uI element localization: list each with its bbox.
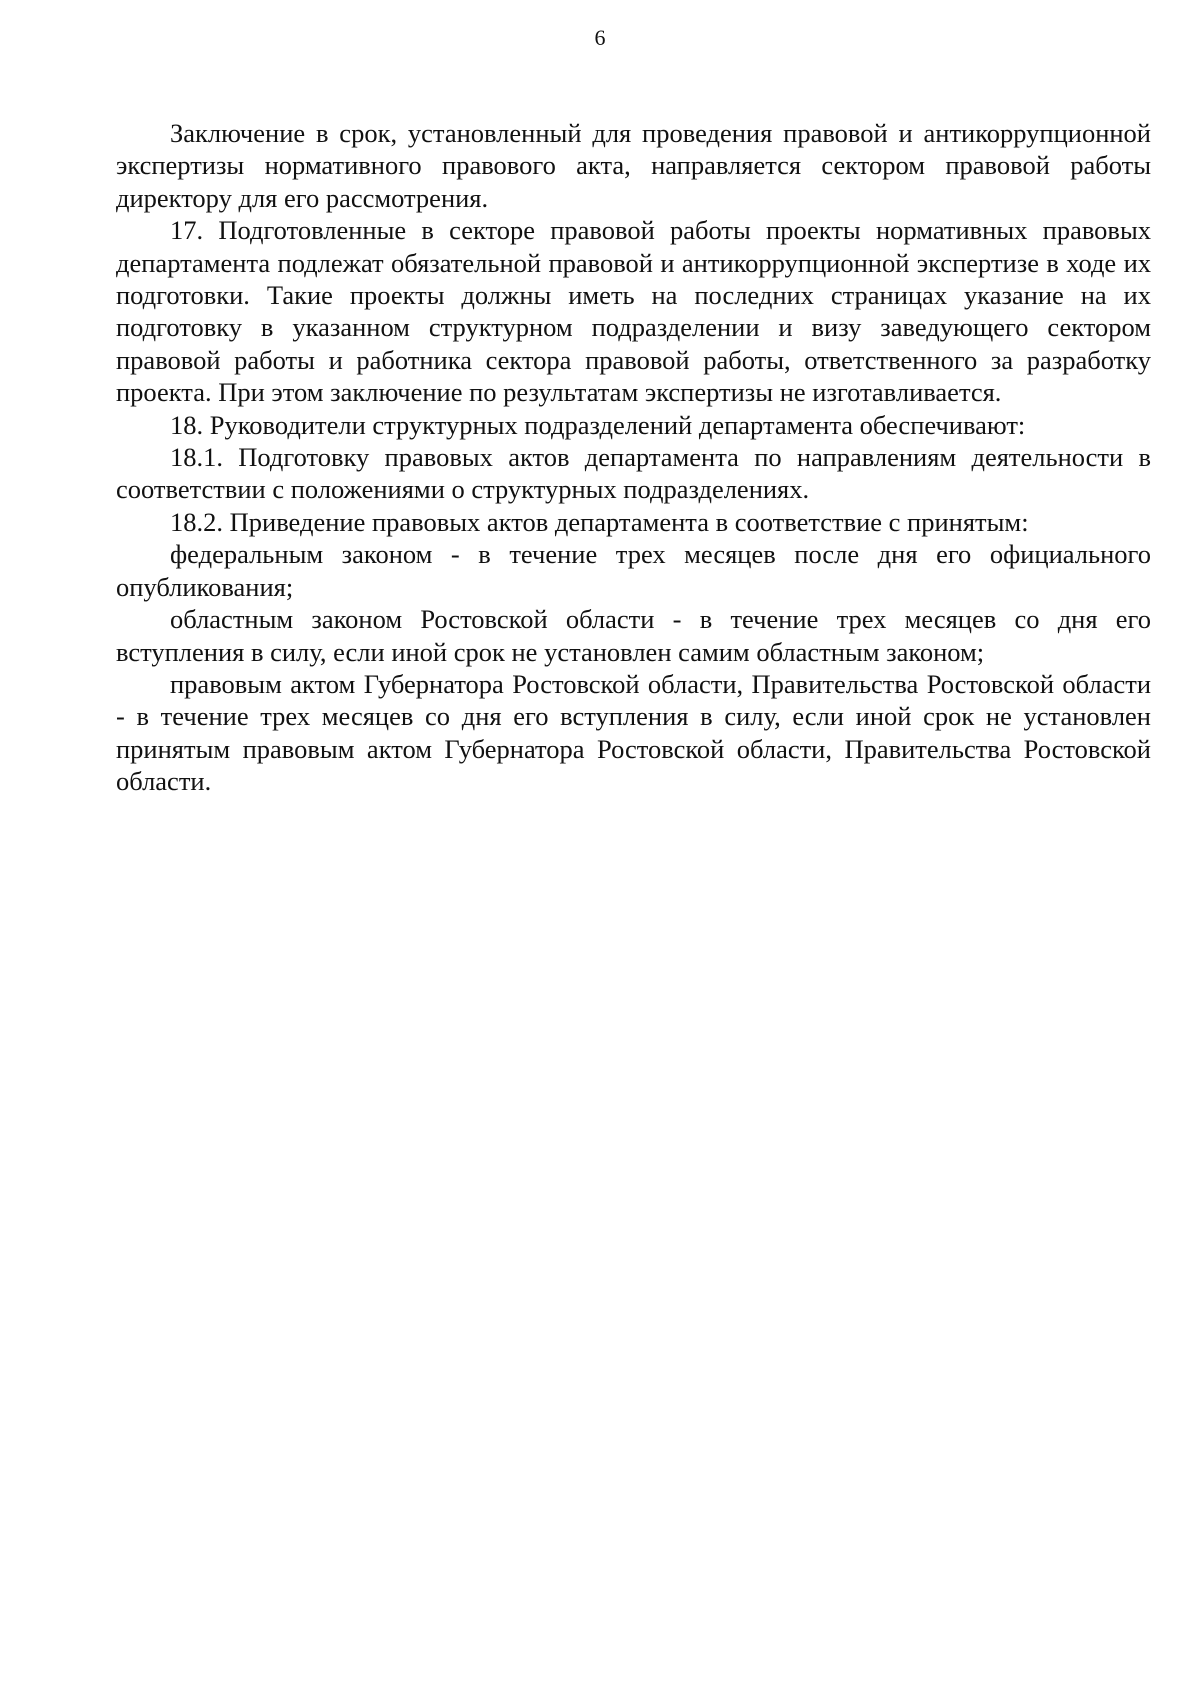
paragraph-18-2: 18.2. Приведение правовых актов департамента в соответствие с принятым: bbox=[170, 506, 1029, 537]
paragraph-conclusion: Заключение в срок, установленный для проведения правовой и антикоррупционной экспертизы нормативного правового акта, направляется сектором правовой работы директору для его рассмотрения. bbox=[116, 118, 1151, 213]
document-body bbox=[116, 117, 1151, 798]
paragraph-18-1: 18.1. Подготовку правовых актов департамента по направлениям деятельности в соответствии с положениями о структурных подразделениях. bbox=[116, 442, 1151, 505]
paragraph-17: 17. Подготовленные в секторе правовой работы проекты нормативных правовых департамента подлежат обязательной правовой и антикоррупционной экспертизе в ходе их подготовки. Такие проекты должны иметь на последних страницах указание на их подготовку в указанном структурном подразделении и визу заведующего сектором правовой работы и работника сектора правовой работы, ответственного за разработку проекта. При этом заключение по результатам экспертизы не изготавливается. bbox=[116, 215, 1151, 408]
paragraph-federal-law: федеральным законом - в течение трех месяцев после дня его официального опубликования; bbox=[116, 539, 1151, 602]
page-number: 6 bbox=[594, 25, 606, 50]
paragraph-18: 18. Руководители структурных подразделений департамента обеспечивают: bbox=[170, 409, 1026, 440]
paragraph-governor-act: правовым актом Губернатора Ростовской области, Правительства Ростовской области - в течение трех месяцев со дня его вступления в силу, если иной срок не установлен принятым правовым актом Губернатора Ростовской области, Правительства Ростовской области. bbox=[116, 668, 1151, 797]
paragraph-regional-law: областным законом Ростовской области - в течение трех месяцев со дня его вступления в силу, если иной срок не установлен самим областным законом; bbox=[116, 604, 1151, 667]
